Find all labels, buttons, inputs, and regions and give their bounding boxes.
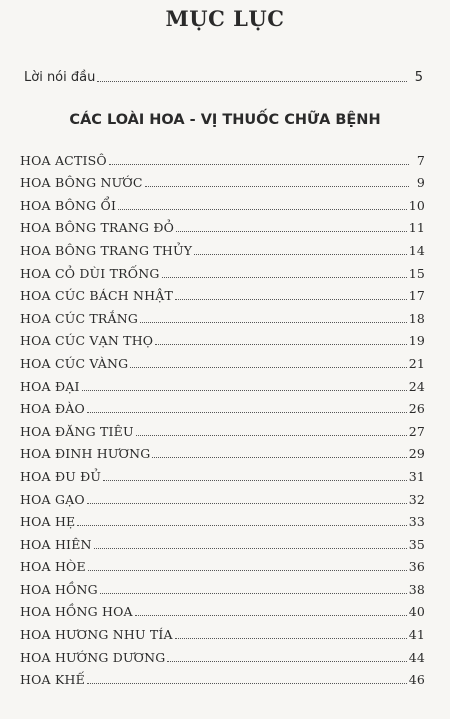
toc-entry-page-number: 26: [408, 401, 425, 417]
toc-entry-label: HOA HƯỚNG DƯƠNG: [20, 649, 166, 665]
toc-entry: [20, 258, 425, 281]
toc-entry-label: HOA HỒNG: [20, 581, 98, 597]
dot-leader: [135, 615, 407, 616]
toc-entry-page-number: 32: [408, 491, 425, 507]
toc-entry-page-number: 15: [408, 265, 425, 281]
toc-entry: [20, 529, 425, 552]
dot-leader: [194, 254, 406, 255]
dot-leader: [167, 661, 406, 662]
toc-entry-label: HOA GẠO: [20, 491, 85, 507]
toc-entry-page-number: 35: [408, 536, 425, 552]
toc-entry-label: HOA ACTISÔ: [20, 152, 107, 168]
toc-entry: [20, 213, 425, 236]
toc-entry-page-number: 10: [408, 197, 425, 213]
dot-leader: [162, 277, 407, 278]
toc-entry-page-number: 41: [408, 627, 425, 643]
toc-entry: [20, 326, 425, 349]
toc-entry-label: HOA BÔNG TRANG THỦY: [20, 242, 193, 258]
toc-entry: [20, 619, 425, 642]
toc-entry: [20, 416, 425, 439]
dot-leader: [87, 683, 407, 684]
dot-leader: [155, 344, 406, 345]
toc-entry: [20, 665, 425, 688]
toc-entry-label: HOA BÔNG TRANG ĐỎ: [20, 220, 175, 236]
toc-entry-label: HOA ĐINH HƯƠNG: [20, 446, 151, 462]
dot-leader: [94, 548, 407, 549]
toc-entry-page-number: 40: [408, 604, 425, 620]
toc-entry-page-number: 18: [408, 310, 425, 326]
toc-entry-label: HOA CÚC VẠN THỌ: [20, 333, 154, 349]
dot-leader: [175, 638, 407, 639]
section-heading: CÁC LOÀI HOA - VỊ THUỐC CHỮA BỆNH: [69, 112, 381, 128]
dot-leader: [136, 435, 407, 436]
toc-entry-page-number: 36: [408, 559, 425, 575]
toc-entry-page-number: 24: [408, 378, 425, 394]
dot-leader: [145, 186, 409, 187]
dot-leader: [109, 164, 409, 165]
dot-leader: [103, 480, 407, 481]
toc-entry-page-number: 21: [408, 355, 425, 371]
toc-entry-page-number: 9: [416, 175, 425, 191]
dot-leader: [118, 209, 407, 210]
preface-entry: [24, 65, 423, 85]
dot-leader: [176, 231, 407, 232]
toc-entry: [20, 145, 425, 168]
toc-entry: [20, 597, 425, 620]
toc-entry-label: HOA KHẾ: [20, 672, 85, 688]
preface-label: Lời nói đầu: [24, 70, 96, 85]
toc-entry-page-number: 27: [408, 423, 425, 439]
dot-leader: [130, 367, 406, 368]
toc-entry: [20, 303, 425, 326]
toc-entry: [20, 461, 425, 484]
toc-entry-label: HOA CÚC VÀNG: [20, 355, 129, 371]
toc-entry-page-number: 11: [408, 220, 425, 236]
table-of-contents: [20, 145, 425, 687]
toc-entry-page-number: 14: [408, 242, 425, 258]
dot-leader: [152, 457, 406, 458]
toc-entry-page-number: 44: [408, 649, 425, 665]
toc-entry-label: HOA ĐẠI: [20, 378, 80, 394]
toc-entry: [20, 235, 425, 258]
toc-entry-page-number: 29: [408, 446, 425, 462]
dot-leader: [87, 412, 407, 413]
toc-entry-page-number: 7: [416, 152, 425, 168]
toc-entry-label: HOA CÚC TRẮNG: [20, 310, 139, 326]
toc-entry: [20, 190, 425, 213]
dot-leader: [97, 81, 407, 82]
toc-entry-label: HOA HÒE: [20, 559, 86, 575]
toc-entry: [20, 168, 425, 191]
toc-entry-page-number: 19: [408, 333, 425, 349]
toc-entry: [20, 394, 425, 417]
toc-entry-label: HOA ĐÀO: [20, 401, 85, 417]
toc-entry: [20, 281, 425, 304]
toc-entry-page-number: 31: [408, 468, 425, 484]
dot-leader: [140, 322, 407, 323]
toc-entry-label: HOA BÔNG ỔI: [20, 197, 117, 213]
toc-entry-label: HOA HƯƠNG NHU TÍA: [20, 627, 173, 643]
dot-leader: [88, 570, 407, 571]
dot-leader: [100, 593, 407, 594]
toc-entry: [20, 552, 425, 575]
toc-entry-label: HOA CÚC BÁCH NHẬT: [20, 288, 174, 304]
page-title: MỤC LỤC: [165, 6, 285, 31]
toc-entry-label: HOA HIÊN: [20, 536, 92, 552]
toc-entry: [20, 574, 425, 597]
toc-entry-page-number: 46: [408, 672, 425, 688]
toc-entry: [20, 642, 425, 665]
dot-leader: [87, 503, 407, 504]
preface-page-number: 5: [414, 70, 423, 85]
toc-entry: [20, 371, 425, 394]
toc-entry: [20, 507, 425, 530]
toc-entry-page-number: 38: [408, 581, 425, 597]
dot-leader: [175, 299, 407, 300]
toc-entry-label: HOA CỎ DÙI TRỐNG: [20, 265, 160, 281]
dot-leader: [77, 525, 406, 526]
toc-entry-label: HOA ĐU ĐỦ: [20, 468, 102, 484]
dot-leader: [82, 390, 407, 391]
toc-entry: [20, 439, 425, 462]
toc-entry: [20, 348, 425, 371]
toc-entry-label: HOA BÔNG NƯỚC: [20, 175, 143, 191]
toc-entry-page-number: 33: [408, 514, 425, 530]
toc-entry-label: HOA HẸ: [20, 514, 76, 530]
toc-entry: [20, 484, 425, 507]
toc-entry-page-number: 17: [408, 288, 425, 304]
toc-entry-label: HOA HỒNG HOA: [20, 604, 133, 620]
toc-entry-label: HOA ĐĂNG TIÊU: [20, 423, 134, 439]
